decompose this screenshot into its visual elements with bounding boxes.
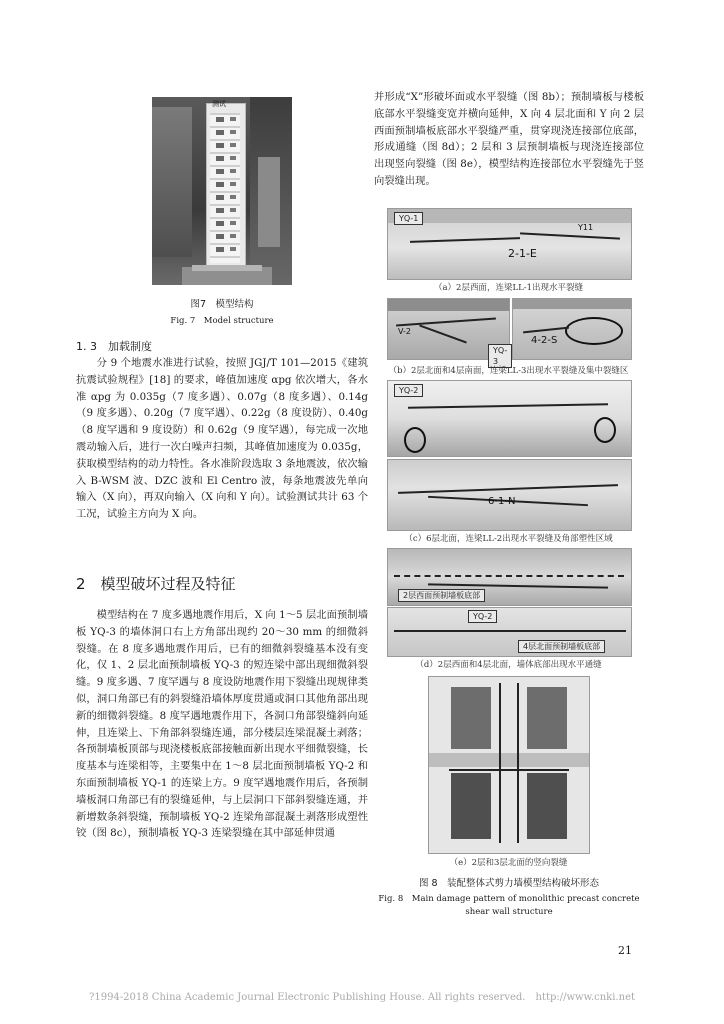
figure8c-circle-2: [594, 417, 616, 443]
footer-copyright: ?1994-2018 China Academic Journal Electronic Publishing House. All rights reserved. http://www.cnki.net: [88, 992, 635, 1003]
figure8c-caption: （c）6层北面，连梁LL-2出现水平裂缝及角部塑性区域: [404, 534, 613, 544]
figure8e-photo: [428, 676, 590, 854]
figure8d-mark-2: 4层北面预制墙板底部: [518, 640, 605, 653]
right-column-paragraph: 并形成“X”形破坏面或水平裂缝（图 8b）；预制墙板与楼板底部水平裂缝变宽并横向延伸，X 向 4 层北面和 Y 向 2 层西面预制墙板底部水平裂缝严重，贯穿现浇连接部位底部，形成通缝（图 8d）；2 层和 3 层预制墙板与现浇连接部位出现竖向裂缝（图 8e），模型结构连接部位水平裂缝先于竖向裂缝出现。: [374, 91, 644, 187]
figure8d-caption: （d）2层西面和4层北面，墙体底部出现水平通缝: [415, 660, 602, 670]
figure8d-photo-top: [387, 548, 632, 606]
figure8-caption-cn: 图 8 装配整体式剪力墙模型结构破坏形态: [418, 878, 600, 889]
figure8d-mark-1: 2层西面预制墙板底部: [398, 589, 485, 602]
figure7-caption-en: Fig. 7 Model structure: [170, 316, 274, 326]
page-number: 21: [618, 944, 632, 957]
figure8a-mark-2: Y11: [578, 223, 594, 232]
tower-top-label: 测试: [212, 100, 226, 108]
figure8e-caption: （e）2层和3层北面的竖向裂缝: [449, 858, 568, 868]
figure8b-mark-1: V-2: [398, 327, 411, 336]
figure8a-mark-1: 2-1-E: [508, 247, 537, 260]
figure8b-photo-left: [387, 298, 510, 366]
figure8-caption-en-line1: Fig. 8 Main damage pattern of monolithic precast concrete: [378, 894, 640, 904]
figure8d-tag: YQ-2: [468, 610, 497, 623]
figure7-caption-cn: 图7 模型结构: [190, 299, 254, 310]
figure8a-photo: [387, 208, 632, 280]
figure8b-photo-right: [512, 298, 632, 360]
crack-e-1: [499, 683, 501, 843]
section-2-heading: 2 模型破坏过程及特征: [76, 575, 236, 593]
figure8b-damage-ellipse: [565, 317, 623, 345]
section-1-3-paragraph: 分 9 个地震水准进行试验，按照 JGJ/T 101—2015《建筑抗震试验规程》[18] 的要求，峰值加速度 αpg 依次增大，各水准 αpg 为 0.035g（7 度多遇）、0.07g（8 度多遇）、0.14g（9 度多遇）、0.20g（7 度罕遇）、0.22g（8 度设防）、0.40g（8 度罕遇和 9 度设防）和 0.62g（9 度罕遇），每完成一次地震动输入后，进行一次白噪声扫频，其峰值加速度为 0.035g，获取模型结构的动力特性。各水准阶段选取 3 条地震波，依次输入 B-WSM 波、DZC 波和 El Centro 波，每条地震波先单向输入（X 向），再双向输入（X 向和 Y 向）。试验测试共计 63 个工况，试验主方向为 X 向。: [76, 357, 368, 521]
crack-d-3: [394, 630, 626, 632]
figure8a-caption: （a）2层西面，连梁LL-1出现水平裂缝: [433, 283, 584, 293]
figure8b-caption: （b）2层北面和4层南面，连梁LL-3出现水平裂缝及集中裂缝区: [388, 366, 629, 376]
figure8-caption-en-line2: shear wall structure: [465, 907, 553, 917]
section-1-3-heading: 1. 3 加载制度: [76, 340, 152, 353]
figure8a-tag: YQ-1: [394, 212, 423, 225]
figure8c-photo-top: [387, 380, 632, 457]
figure8b-mark-2: 4-2-S: [531, 335, 558, 346]
section-2-paragraph: 模型结构在 7 度多遇地震作用后，X 向 1～5 层北面预制墙板 YQ-3 的墙体洞口右上方角部出现约 20～30 mm 的细微斜裂缝。在 8 度多遇地震作用后，已有的细微斜裂缝基本没有变化，仅 1、2 层北面预制墙板 YQ-3 的短连梁中部出现细微斜裂缝。9 度多遇、7 度罕遇与 8 度设防地震作用下裂缝出现规律类似，洞口角部已有的斜裂缝沿墙体厚度贯通或洞口其他角部出现新的细微斜裂缝。8 度罕遇地震作用下，各洞口角部裂缝斜向延伸，且连梁上、下角部斜裂缝连通，部分楼层连梁混凝土剥落；各预制墙板顶部与现浇楼板底部接触面新出现水平细微裂缝，长度基本与连梁相等，主要集中在 1～8 层北面预制墙板 YQ-2 和东面预制墙板 YQ-1 的连梁上方。9 度罕遇地震作用后，各预制墙板洞口角部已有的裂缝延伸，与上层洞口下部斜裂缝连通，并新增数条斜裂缝，预制墙板 YQ-2 连梁角部混凝土剥落形成塑性铰（图 8c），预制墙板 YQ-3 连梁裂缝在其中部延伸贯通: [76, 609, 368, 840]
figure7-photo: [152, 97, 292, 285]
figure8c-photo-bottom: [387, 459, 632, 531]
figure8b-tag: YQ-3: [488, 344, 512, 368]
crack-d-1: [394, 575, 624, 577]
figure8c-tag: YQ-2: [394, 384, 423, 397]
figure8c-circle-1: [404, 427, 426, 453]
crack-e-3: [449, 769, 569, 771]
figure8c-mark-1: 6-1-N: [488, 496, 516, 507]
figure8d-photo-bottom: [387, 607, 632, 657]
crack-e-2: [517, 683, 519, 843]
